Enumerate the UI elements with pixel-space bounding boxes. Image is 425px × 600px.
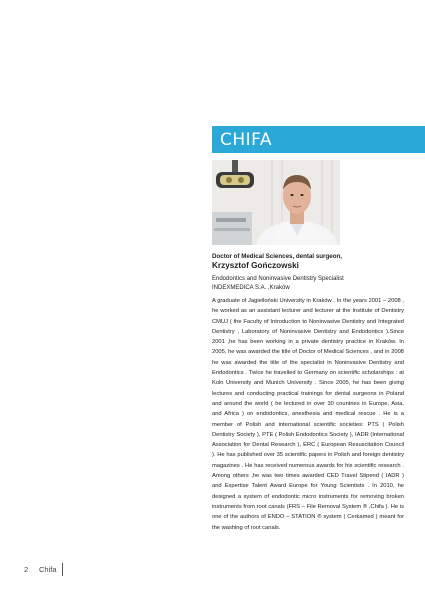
author-company: INDEXMEDICA S.A. ,Kraków (212, 284, 290, 291)
author-name: Krzysztof Gończowski (212, 261, 299, 270)
author-text (212, 253, 404, 533)
section-title: CHIFA (220, 130, 273, 150)
footer-divider (62, 563, 63, 576)
footer-title: Chifa (39, 565, 57, 574)
author-photo (212, 160, 340, 245)
author-degree: Doctor of Medical Sciences, dental surgeon, (212, 253, 342, 260)
section-banner (212, 126, 425, 153)
page-number: 2 (24, 565, 29, 574)
author-bio: A graduate of Jagielloński University in Kraków . In the years 2001 – 2008 , he worked as an assistant lecturer and lecturer at the Institute of Dentistry CMUJ ( the Faculty of Introduction to Noninvasive Dentistry and Integrated Dentistry , Laboratory of Noninvasive Dentistry and Endodontics ).Since 2001 ,he has been working in a private dentistry practice in Kraków. In 2005, he was awarded the title of Doctor of Medical Sciences , and in 2008 he was awarded the title of the specialist in Noninvasive Dentistry and Endodontics . Twice he travelled to Germany on scientific scholarships : at Koln University and Munich University . Since 2005, he has been giving lectures and conducting practical trainings for dental surgeons in Poland and around the world ( he lectured in over 30 countries in Europe, Asia, and Africa ) on endodontics, anesthesia and medical rescue . He is a member of Polish and international scientific societies: PTS ( Polish Dentistry Society ), PTE ( Polish Endodontics Society ), IADR (International Association for Dental Research ), ERC ( European Resuscitation Council ). He has published over 35 scientific papers in Polish and foreign dentistry magazines . He has received numerous awards for his scientific research . Among others ,he was two times awarded CED Travel Stipend ( IADR ) and Expertise Talent Award Europe for Young Scientists . In 2010, he designed a system of endodontic micro instruments for removing broken instruments from root canals (FRS – File Removal System ® ,Chifa ). He is one of the authors of ENDO – STATION ® system ( Cerkamed ) meant for the washing of root canals. (212, 298, 404, 531)
author-specialty: Endodontics and Noninvasive Dentistry Specialist (212, 276, 344, 282)
